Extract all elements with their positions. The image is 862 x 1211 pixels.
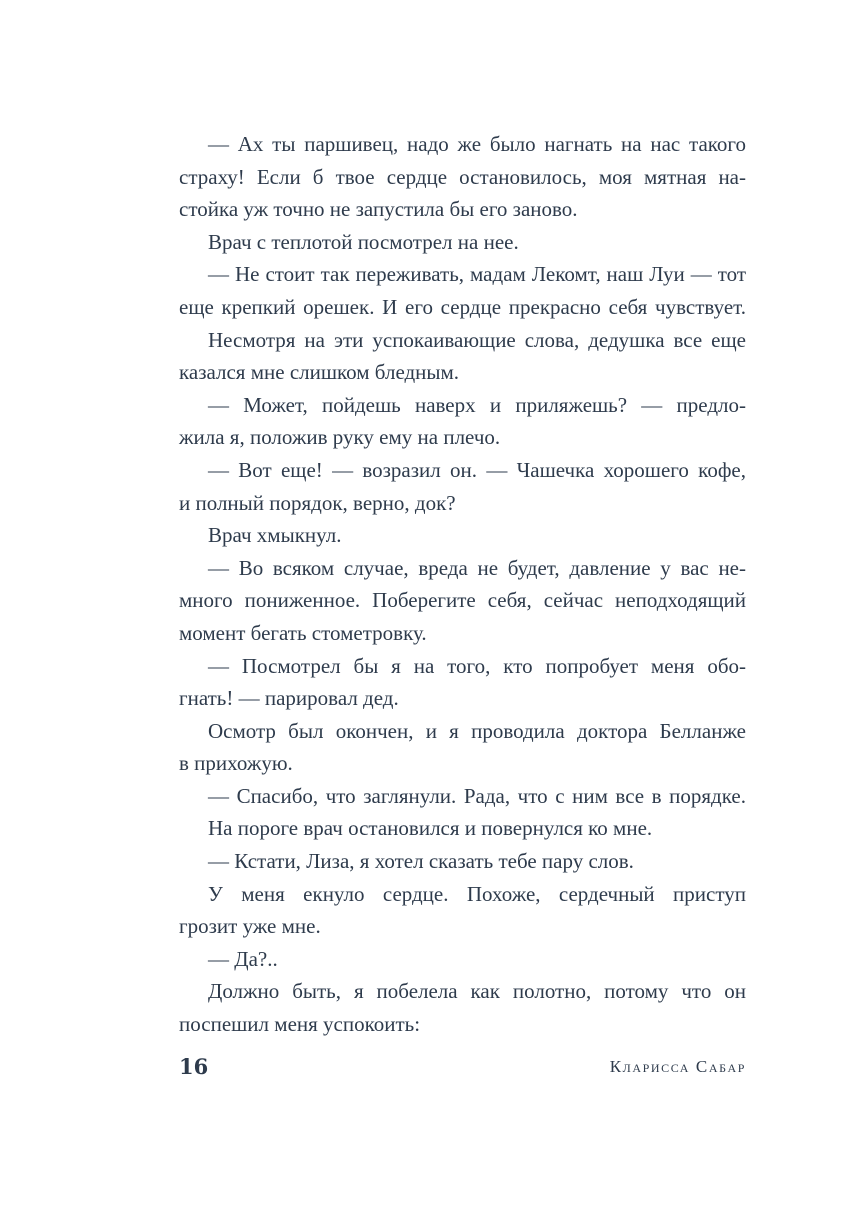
text-line: страху! Если б твое сердце остановилось, моя мятная на-: [179, 164, 746, 189]
text-line: — Посмотрел бы я на того, кто попробует меня обо-: [208, 653, 746, 678]
text-line: У меня екнуло сердце. Похоже, сердечный приступ: [208, 881, 746, 906]
text-line: казался мне слишком бледным.: [179, 360, 460, 385]
text-line: — Кстати, Лиза, я хотел сказать тебе пару слов.: [208, 849, 634, 874]
text-line: Несмотря на эти успокаивающие слова, дедушка все еще: [208, 327, 746, 352]
text-line: — Во всяком случае, вреда не будет, давление у вас не-: [208, 555, 746, 580]
running-head: Кларисса Сабар: [609, 1057, 746, 1076]
page-number: 16: [179, 1054, 209, 1079]
text-line: — Спасибо, что заглянули. Рада, что с ним все в порядке.: [208, 783, 746, 808]
page-footer: [179, 1052, 746, 1082]
text-line: — Вот еще! — возразил он. — Чашечка хорошего кофе,: [208, 457, 746, 482]
text-line: Осмотр был окончен, и я проводила доктора Белланже: [208, 718, 746, 743]
text-line: много пониженное. Поберегите себя, сейчас неподходящий: [179, 588, 746, 613]
text-line: гнать! — парировал дед.: [179, 686, 399, 711]
text-line: стойка уж точно не запустила бы его заново.: [179, 197, 578, 222]
text-line: грозит уже мне.: [179, 914, 321, 939]
text-line: момент бегать стометровку.: [179, 620, 427, 645]
body-text: [179, 128, 746, 1041]
text-line: — Да?..: [208, 946, 278, 971]
text-line: еще крепкий орешек. И его сердце прекрасно себя чувствует.: [179, 294, 746, 319]
text-line: Врач хмыкнул.: [208, 523, 342, 548]
text-line: Должно быть, я побелела как полотно, потому что он: [208, 979, 746, 1004]
text-line: Врач с теплотой посмотрел на нее.: [208, 229, 519, 254]
text-line: в прихожую.: [179, 751, 293, 776]
text-line: — Не стоит так переживать, мадам Лекомт, наш Луи — тот: [208, 262, 746, 287]
text-line: — Может, пойдешь наверх и приляжешь? — предло-: [208, 392, 746, 417]
text-line: и полный порядок, верно, док?: [179, 490, 456, 515]
text-line: поспешил меня успокоить:: [179, 1012, 421, 1037]
text-line: — Ах ты паршивец, надо же было нагнать на нас такого: [208, 132, 746, 156]
text-line: жила я, положив руку ему на плечо.: [179, 425, 501, 450]
text-line: На пороге врач остановился и повернулся ко мне.: [208, 816, 653, 841]
